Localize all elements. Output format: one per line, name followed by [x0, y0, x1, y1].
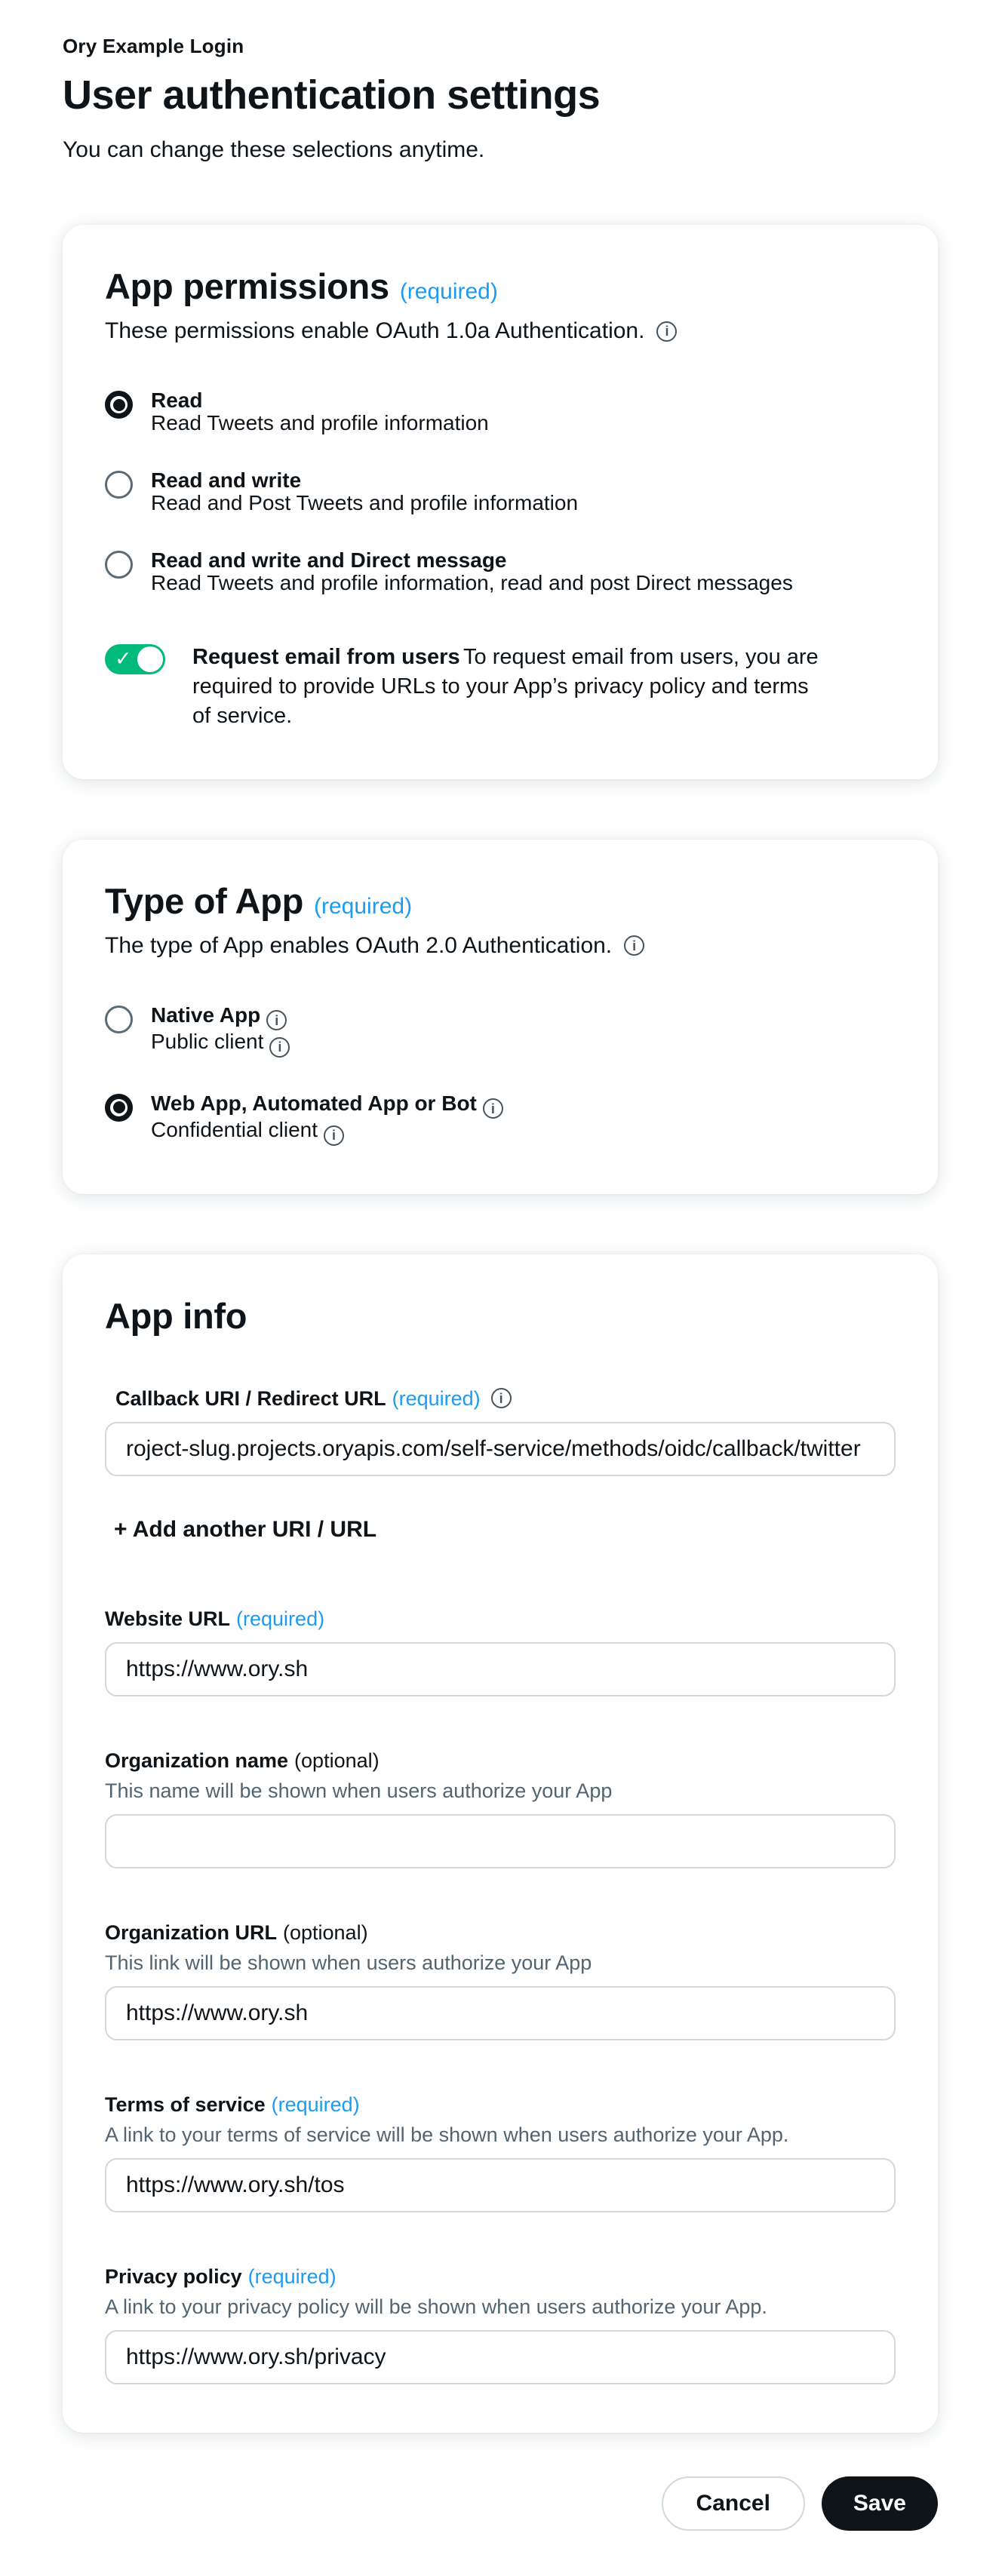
required-tag: (required) [247, 2264, 337, 2288]
request-email-label: Request email from users [192, 644, 460, 669]
callback-url-field [105, 1386, 896, 1558]
terms-of-service-field [105, 2092, 896, 2212]
type-of-app-card [63, 840, 938, 1194]
organization-url-helper: This link will be shown when users authorize your App [105, 1951, 592, 1974]
info-icon[interactable]: i [624, 935, 644, 956]
page-subtitle: You can change these selections anytime. [63, 137, 485, 162]
terms-of-service-helper: A link to your terms of service will be shown when users authorize your App. [105, 2123, 789, 2146]
radio-button-native-app[interactable] [105, 1006, 133, 1033]
radio-label: Read and write [151, 468, 302, 492]
radio-option-read[interactable] [105, 389, 896, 434]
required-tag: (required) [236, 1607, 325, 1630]
request-email-row [105, 643, 896, 731]
info-icon[interactable]: i [266, 1010, 287, 1030]
organization-name-helper: This name will be shown when users authorize your App [105, 1779, 613, 1802]
organization-name-input[interactable] [105, 1814, 896, 1868]
radio-label: Native App [151, 1002, 261, 1027]
terms-of-service-label: Terms of service [105, 2092, 266, 2116]
info-icon[interactable]: i [491, 1388, 512, 1408]
privacy-policy-label: Privacy policy [105, 2264, 242, 2288]
type-of-app-subtitle [105, 932, 896, 960]
permissions-radio-group [105, 389, 896, 594]
radio-sublabel: Public client [151, 1030, 264, 1054]
radio-option-native-app[interactable] [105, 1004, 896, 1058]
radio-description: Read Tweets and profile information [151, 410, 489, 434]
required-tag: (required) [271, 2092, 360, 2116]
organization-name-field [105, 1748, 896, 1868]
cancel-button[interactable]: Cancel [662, 2476, 805, 2531]
organization-url-label: Organization URL [105, 1920, 277, 1944]
callback-url-input[interactable] [105, 1422, 896, 1476]
add-another-uri-button[interactable]: + Add another URI / URL [114, 1516, 377, 1542]
privacy-policy-field [105, 2264, 896, 2384]
radio-button-read-write-dm[interactable] [105, 551, 133, 579]
radio-label: Web App, Automated App or Bot [151, 1091, 477, 1115]
app-permissions-title: App permissions [105, 266, 389, 306]
app-info-card [63, 1254, 938, 2433]
app-permissions-subtitle [105, 317, 896, 345]
privacy-policy-helper: A link to your privacy policy will be shown when users authorize your App. [105, 2295, 767, 2318]
radio-label: Read and write and Direct message [151, 548, 507, 572]
toggle-knob [137, 646, 163, 672]
check-icon: ✓ [115, 646, 132, 670]
required-tag: (required) [314, 893, 413, 919]
privacy-policy-input[interactable] [105, 2330, 896, 2384]
info-icon[interactable]: i [483, 1098, 503, 1119]
radio-option-read-write-dm[interactable] [105, 549, 896, 594]
radio-button-read-write[interactable] [105, 471, 133, 499]
required-tag: (required) [399, 279, 498, 304]
callback-url-label: Callback URI / Redirect URL [115, 1386, 386, 1410]
app-permissions-subtitle-text: These permissions enable OAuth 1.0a Authentication. [105, 318, 645, 343]
radio-option-read-write[interactable] [105, 469, 896, 514]
page-title: User authentication settings [63, 72, 601, 118]
organization-name-label: Organization name [105, 1749, 289, 1772]
website-url-input[interactable] [105, 1642, 896, 1696]
request-email-description: To request email from users, you are required to provide URLs to your App’s privacy policy and terms of service. [192, 644, 819, 728]
app-name-label: Ory Example Login [63, 35, 244, 57]
radio-description: Read and Post Tweets and profile information [151, 490, 579, 514]
info-icon[interactable]: i [324, 1125, 344, 1146]
type-of-app-subtitle-text: The type of App enables OAuth 2.0 Authentication. [105, 932, 613, 958]
footer-actions [63, 2476, 938, 2531]
radio-description: Read Tweets and profile information, read and post Direct messages [151, 570, 793, 594]
organization-url-field [105, 1920, 896, 2040]
organization-url-input[interactable] [105, 1986, 896, 2040]
request-email-toggle[interactable] [105, 644, 165, 674]
app-permissions-card [63, 225, 938, 779]
required-tag: (required) [392, 1386, 481, 1410]
website-url-label: Website URL [105, 1607, 231, 1630]
optional-tag: (optional) [294, 1749, 380, 1772]
info-icon[interactable]: i [656, 321, 677, 342]
terms-of-service-input[interactable] [105, 2158, 896, 2212]
type-of-app-title: Type of App [105, 880, 304, 921]
save-button[interactable]: Save [822, 2476, 938, 2531]
app-info-form [105, 1386, 896, 2384]
radio-sublabel: Confidential client [151, 1118, 318, 1142]
info-icon[interactable]: i [269, 1037, 290, 1058]
radio-label: Read [151, 388, 203, 412]
website-url-field [105, 1606, 896, 1696]
radio-button-read[interactable] [105, 391, 133, 419]
radio-button-web-app[interactable] [105, 1094, 133, 1122]
radio-option-web-app[interactable] [105, 1092, 896, 1146]
app-info-title: App info [105, 1295, 247, 1336]
app-type-radio-group [105, 1004, 896, 1146]
optional-tag: (optional) [283, 1920, 368, 1944]
